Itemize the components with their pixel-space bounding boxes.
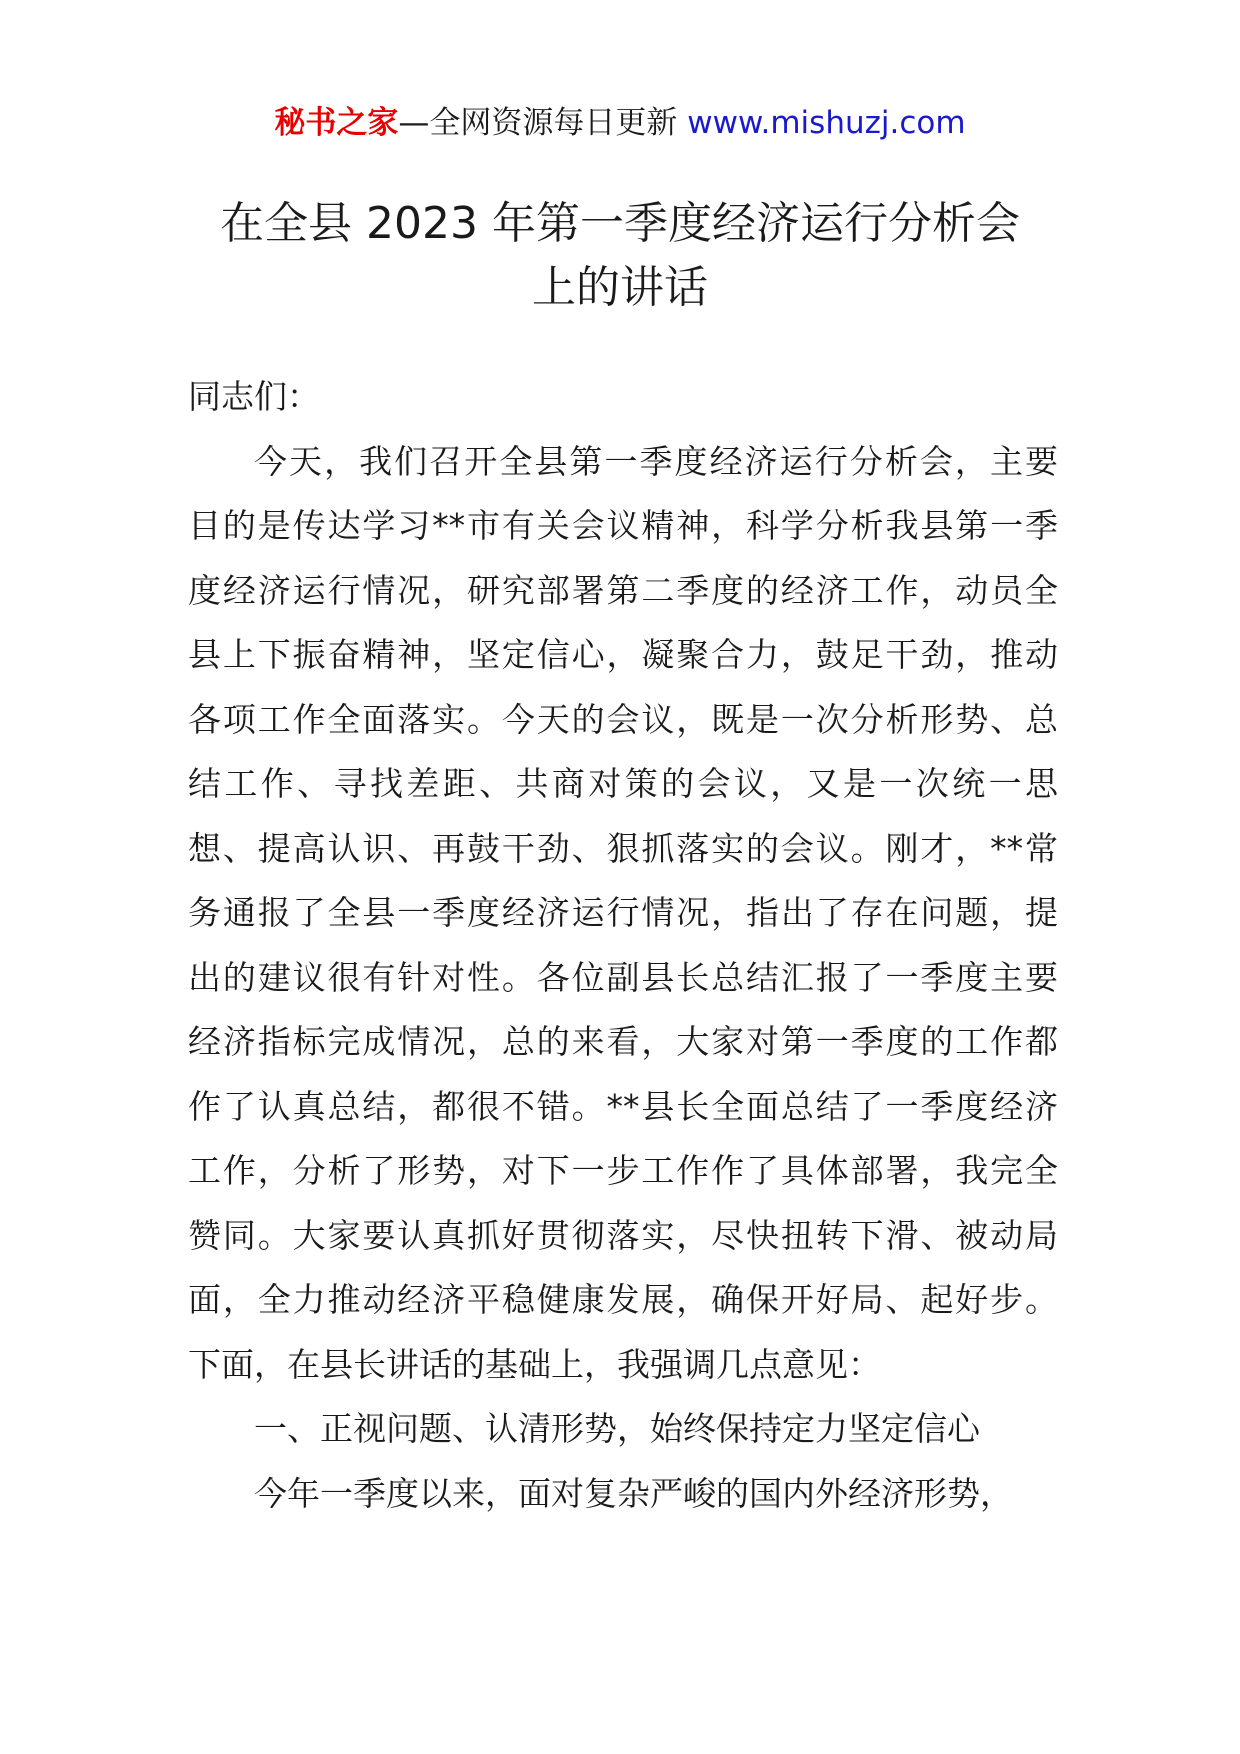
paragraph-1 <box>188 430 1058 1398</box>
paragraph-line: 今天，我们召开全县第一季度经济运行分析会，主要 <box>254 441 1058 481</box>
document-body <box>188 365 1058 1526</box>
paragraph-line: 结工作、寻找差距、共商对策的会议，又是一次统一思 <box>188 764 1058 803</box>
paragraph-line: 经济指标完成情况，总的来看，大家对第一季度的工作都 <box>188 1022 1058 1061</box>
salutation: 同志们： <box>188 377 320 416</box>
title-line-2: 上的讲话 <box>532 262 708 313</box>
paragraph-line: 各项工作全面落实。今天的会议，既是一次分析形势、总 <box>188 699 1058 739</box>
paragraph-line: 务通报了全县一季度经济运行情况，指出了存在问题，提 <box>188 893 1058 932</box>
paragraph-line: 县上下振奋精神，坚定信心，凝聚合力，鼓足干劲，推动 <box>188 635 1058 674</box>
paragraph-line: 工作，分析了形势，对下一步工作作了具体部署，我完全 <box>188 1151 1058 1190</box>
paragraph-2 <box>188 1462 1058 1527</box>
title-line-1: 在全县 2023 年第一季度经济运行分析会 <box>220 198 1020 249</box>
paragraph-line: 目的是传达学习**市有关会议精神，科学分析我县第一季 <box>188 506 1058 545</box>
paragraph-line: 赞同。大家要认真抓好贯彻落实，尽快扭转下滑、被动局 <box>188 1215 1058 1255</box>
section-heading: 一、正视问题、认清形势，始终保持定力坚定信心 <box>254 1409 980 1448</box>
paragraph-line: 作了认真总结，都很不错。**县长全面总结了一季度经济 <box>188 1086 1058 1126</box>
paragraph-line: 面，全力推动经济平稳健康发展，确保开好局、起好步。 <box>188 1280 1058 1319</box>
paragraph-line: 想、提高认识、再鼓干劲、狠抓落实的会议。刚才，**常 <box>188 828 1058 868</box>
site-url-link[interactable]: www.mishuzj.com <box>687 105 966 141</box>
header-tagline: —全网资源每日更新 <box>398 105 688 141</box>
document-title <box>185 192 1055 320</box>
paragraph-line: 下面，在县长讲话的基础上，我强调几点意见： <box>188 1344 881 1384</box>
paragraph-line: 出的建议很有针对性。各位副县长总结汇报了一季度主要 <box>188 957 1058 997</box>
brand-name: 秘书之家 <box>274 105 399 141</box>
paragraph-line: 今年一季度以来，面对复杂严峻的国内外经济形势， <box>254 1473 1013 1513</box>
site-header <box>0 101 1240 145</box>
paragraph-line: 度经济运行情况，研究部署第二季度的经济工作，动员全 <box>188 570 1058 610</box>
